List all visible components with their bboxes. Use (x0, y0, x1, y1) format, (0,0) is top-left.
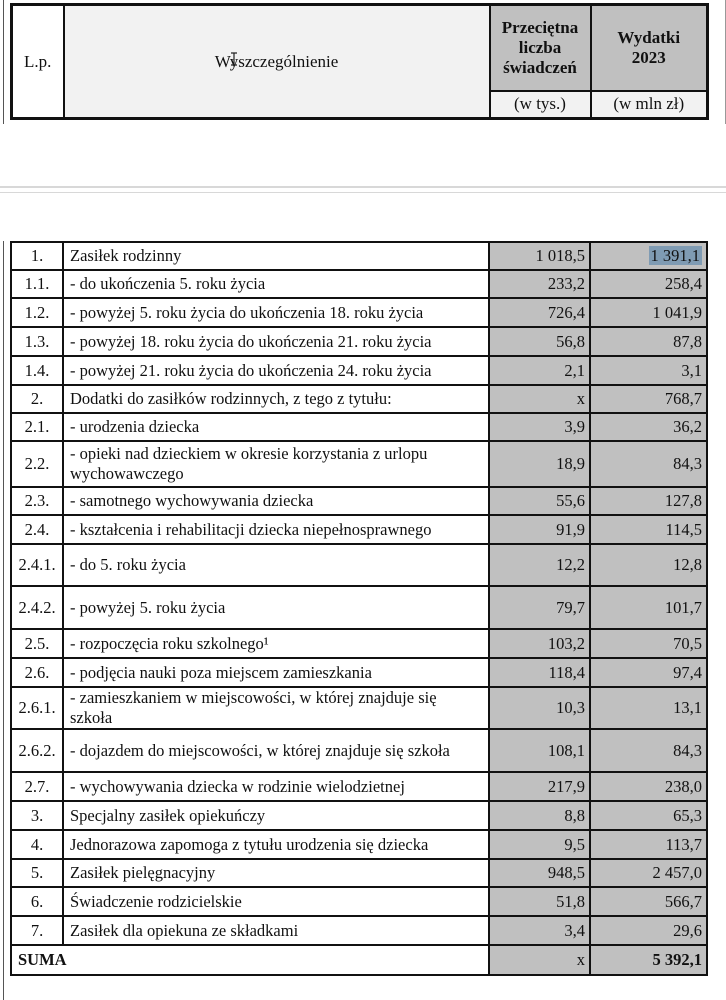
table-row (11, 270, 707, 298)
row-description: - opieki nad dzieckiem w okresie korzystania z urlopu wychowawczego (63, 441, 489, 487)
row-spend: 114,5 (590, 515, 707, 544)
table-row (11, 327, 707, 356)
row-count: 103,2 (489, 629, 590, 658)
row-spend: 3,1 (590, 356, 707, 385)
row-count: x (489, 385, 590, 413)
benefits-table (10, 241, 708, 976)
row-lp: 6. (11, 887, 63, 916)
row-count: 9,5 (489, 830, 590, 859)
page-break-divider (0, 186, 726, 188)
header-count-line: Przeciętna (501, 17, 579, 37)
row-description: - rozpoczęcia roku szkolnego¹ (63, 629, 489, 658)
row-count: 118,4 (489, 658, 590, 687)
row-spend (590, 242, 707, 270)
table-row (11, 441, 707, 487)
row-spend: 70,5 (590, 629, 707, 658)
row-spend: 2 457,0 (590, 859, 707, 887)
row-count: 8,8 (489, 801, 590, 830)
total-spend: 5 392,1 (590, 945, 707, 975)
row-description: Jednorazowa zapomoga z tytułu urodzenia się dziecka (63, 830, 489, 859)
row-lp: 1.2. (11, 298, 63, 327)
header-count-line: liczba (518, 37, 562, 57)
table-row (11, 801, 707, 830)
row-description: Zasiłek pielęgnacyjny (63, 859, 489, 887)
row-description: - powyżej 21. roku życia do ukończenia 24. roku życia (63, 356, 489, 385)
row-description: - powyżej 18. roku życia do ukończenia 21. roku życia (63, 327, 489, 356)
row-spend: 84,3 (590, 441, 707, 487)
row-count: 948,5 (489, 859, 590, 887)
page-break-divider (0, 192, 726, 193)
row-count: 79,7 (489, 586, 590, 629)
row-count: 12,2 (489, 544, 590, 586)
row-lp: 1. (11, 242, 63, 270)
row-description: - kształcenia i rehabilitacji dziecka niepełnosprawnego (63, 515, 489, 544)
table-row (11, 830, 707, 859)
row-lp: 5. (11, 859, 63, 887)
row-lp: 3. (11, 801, 63, 830)
table-row (11, 544, 707, 586)
row-description: Specjalny zasiłek opiekuńczy (63, 801, 489, 830)
total-label: SUMA (11, 945, 489, 975)
row-description: - zamieszkaniem w miejscowości, w której znajduje się szkoła (63, 687, 489, 729)
table-row (11, 629, 707, 658)
table-row (11, 658, 707, 687)
row-lp: 1.3. (11, 327, 63, 356)
row-spend: 13,1 (590, 687, 707, 729)
text-cursor-icon (230, 52, 238, 66)
row-lp: 2.1. (11, 413, 63, 441)
header-count (490, 5, 591, 91)
row-lp: 2.6.2. (11, 729, 63, 772)
header-spend-line: Wydatki (617, 27, 681, 47)
row-spend: 36,2 (590, 413, 707, 441)
row-count: 51,8 (489, 887, 590, 916)
row-description: - dojazdem do miejscowości, w której znajduje się szkoła (63, 729, 489, 772)
row-description: - do ukończenia 5. roku życia (63, 270, 489, 298)
row-spend: 127,8 (590, 487, 707, 515)
row-description: - powyżej 5. roku życia (63, 586, 489, 629)
page-left-rule (3, 0, 4, 124)
unit-count: (w tys.) (490, 91, 591, 119)
row-description: Zasiłek rodzinny (63, 242, 489, 270)
row-spend: 97,4 (590, 658, 707, 687)
total-count: x (489, 945, 590, 975)
row-count: 10,3 (489, 687, 590, 729)
row-lp: 2.4. (11, 515, 63, 544)
row-description: - podjęcia nauki poza miejscem zamieszkania (63, 658, 489, 687)
row-count: 2,1 (489, 356, 590, 385)
row-description: - do 5. roku życia (63, 544, 489, 586)
row-count: 55,6 (489, 487, 590, 515)
table-row (11, 356, 707, 385)
row-lp: 2.3. (11, 487, 63, 515)
row-count: 108,1 (489, 729, 590, 772)
header-spend (591, 5, 708, 91)
row-spend: 768,7 (590, 385, 707, 413)
table-row (11, 298, 707, 327)
selected-text[interactable]: 1 391,1 (650, 246, 700, 265)
row-lp: 2. (11, 385, 63, 413)
row-description: Dodatki do zasiłków rodzinnych, z tego z tytułu: (63, 385, 489, 413)
row-description: Świadczenie rodzicielskie (63, 887, 489, 916)
row-spend: 101,7 (590, 586, 707, 629)
header-spend-line: 2023 (631, 47, 666, 67)
row-lp: 2.7. (11, 772, 63, 801)
row-lp: 2.4.2. (11, 586, 63, 629)
table-row (11, 515, 707, 544)
row-lp: 2.6.1. (11, 687, 63, 729)
table-row (11, 887, 707, 916)
row-lp: 2.5. (11, 629, 63, 658)
row-lp: 4. (11, 830, 63, 859)
row-lp: 1.4. (11, 356, 63, 385)
row-description: - powyżej 5. roku życia do ukończenia 18. roku życia (63, 298, 489, 327)
row-spend: 113,7 (590, 830, 707, 859)
table-row (11, 687, 707, 729)
page-left-rule (3, 241, 4, 1000)
row-spend: 566,7 (590, 887, 707, 916)
header-lp: L.p. (12, 5, 64, 119)
row-count: 726,4 (489, 298, 590, 327)
table-row (11, 859, 707, 887)
table-row (11, 242, 707, 270)
header-count-line: świadczeń (503, 57, 577, 77)
row-count: 18,9 (489, 441, 590, 487)
unit-spend: (w mln zł) (591, 91, 708, 119)
row-count: 91,9 (489, 515, 590, 544)
row-lp: 2.4.1. (11, 544, 63, 586)
row-description: - wychowywania dziecka w rodzinie wielodzietnej (63, 772, 489, 801)
table-row (11, 487, 707, 515)
table-row (11, 916, 707, 945)
row-spend: 238,0 (590, 772, 707, 801)
row-count: 217,9 (489, 772, 590, 801)
total-row (11, 945, 707, 975)
table-row (11, 385, 707, 413)
header-description[interactable]: Wyszczególnienie (64, 5, 490, 119)
row-count: 3,4 (489, 916, 590, 945)
row-spend: 1 041,9 (590, 298, 707, 327)
row-spend: 65,3 (590, 801, 707, 830)
table-row (11, 729, 707, 772)
row-count: 3,9 (489, 413, 590, 441)
table-row (11, 413, 707, 441)
table-row (11, 772, 707, 801)
row-description: - samotnego wychowywania dziecka (63, 487, 489, 515)
row-spend: 12,8 (590, 544, 707, 586)
row-lp: 1.1. (11, 270, 63, 298)
row-spend: 29,6 (590, 916, 707, 945)
table-header (10, 3, 709, 120)
row-lp: 2.6. (11, 658, 63, 687)
row-lp: 2.2. (11, 441, 63, 487)
row-spend: 84,3 (590, 729, 707, 772)
row-description: - urodzenia dziecka (63, 413, 489, 441)
table-row (11, 586, 707, 629)
row-description: Zasiłek dla opiekuna ze składkami (63, 916, 489, 945)
row-spend: 87,8 (590, 327, 707, 356)
row-count: 1 018,5 (489, 242, 590, 270)
row-lp: 7. (11, 916, 63, 945)
row-count: 233,2 (489, 270, 590, 298)
row-count: 56,8 (489, 327, 590, 356)
row-spend: 258,4 (590, 270, 707, 298)
